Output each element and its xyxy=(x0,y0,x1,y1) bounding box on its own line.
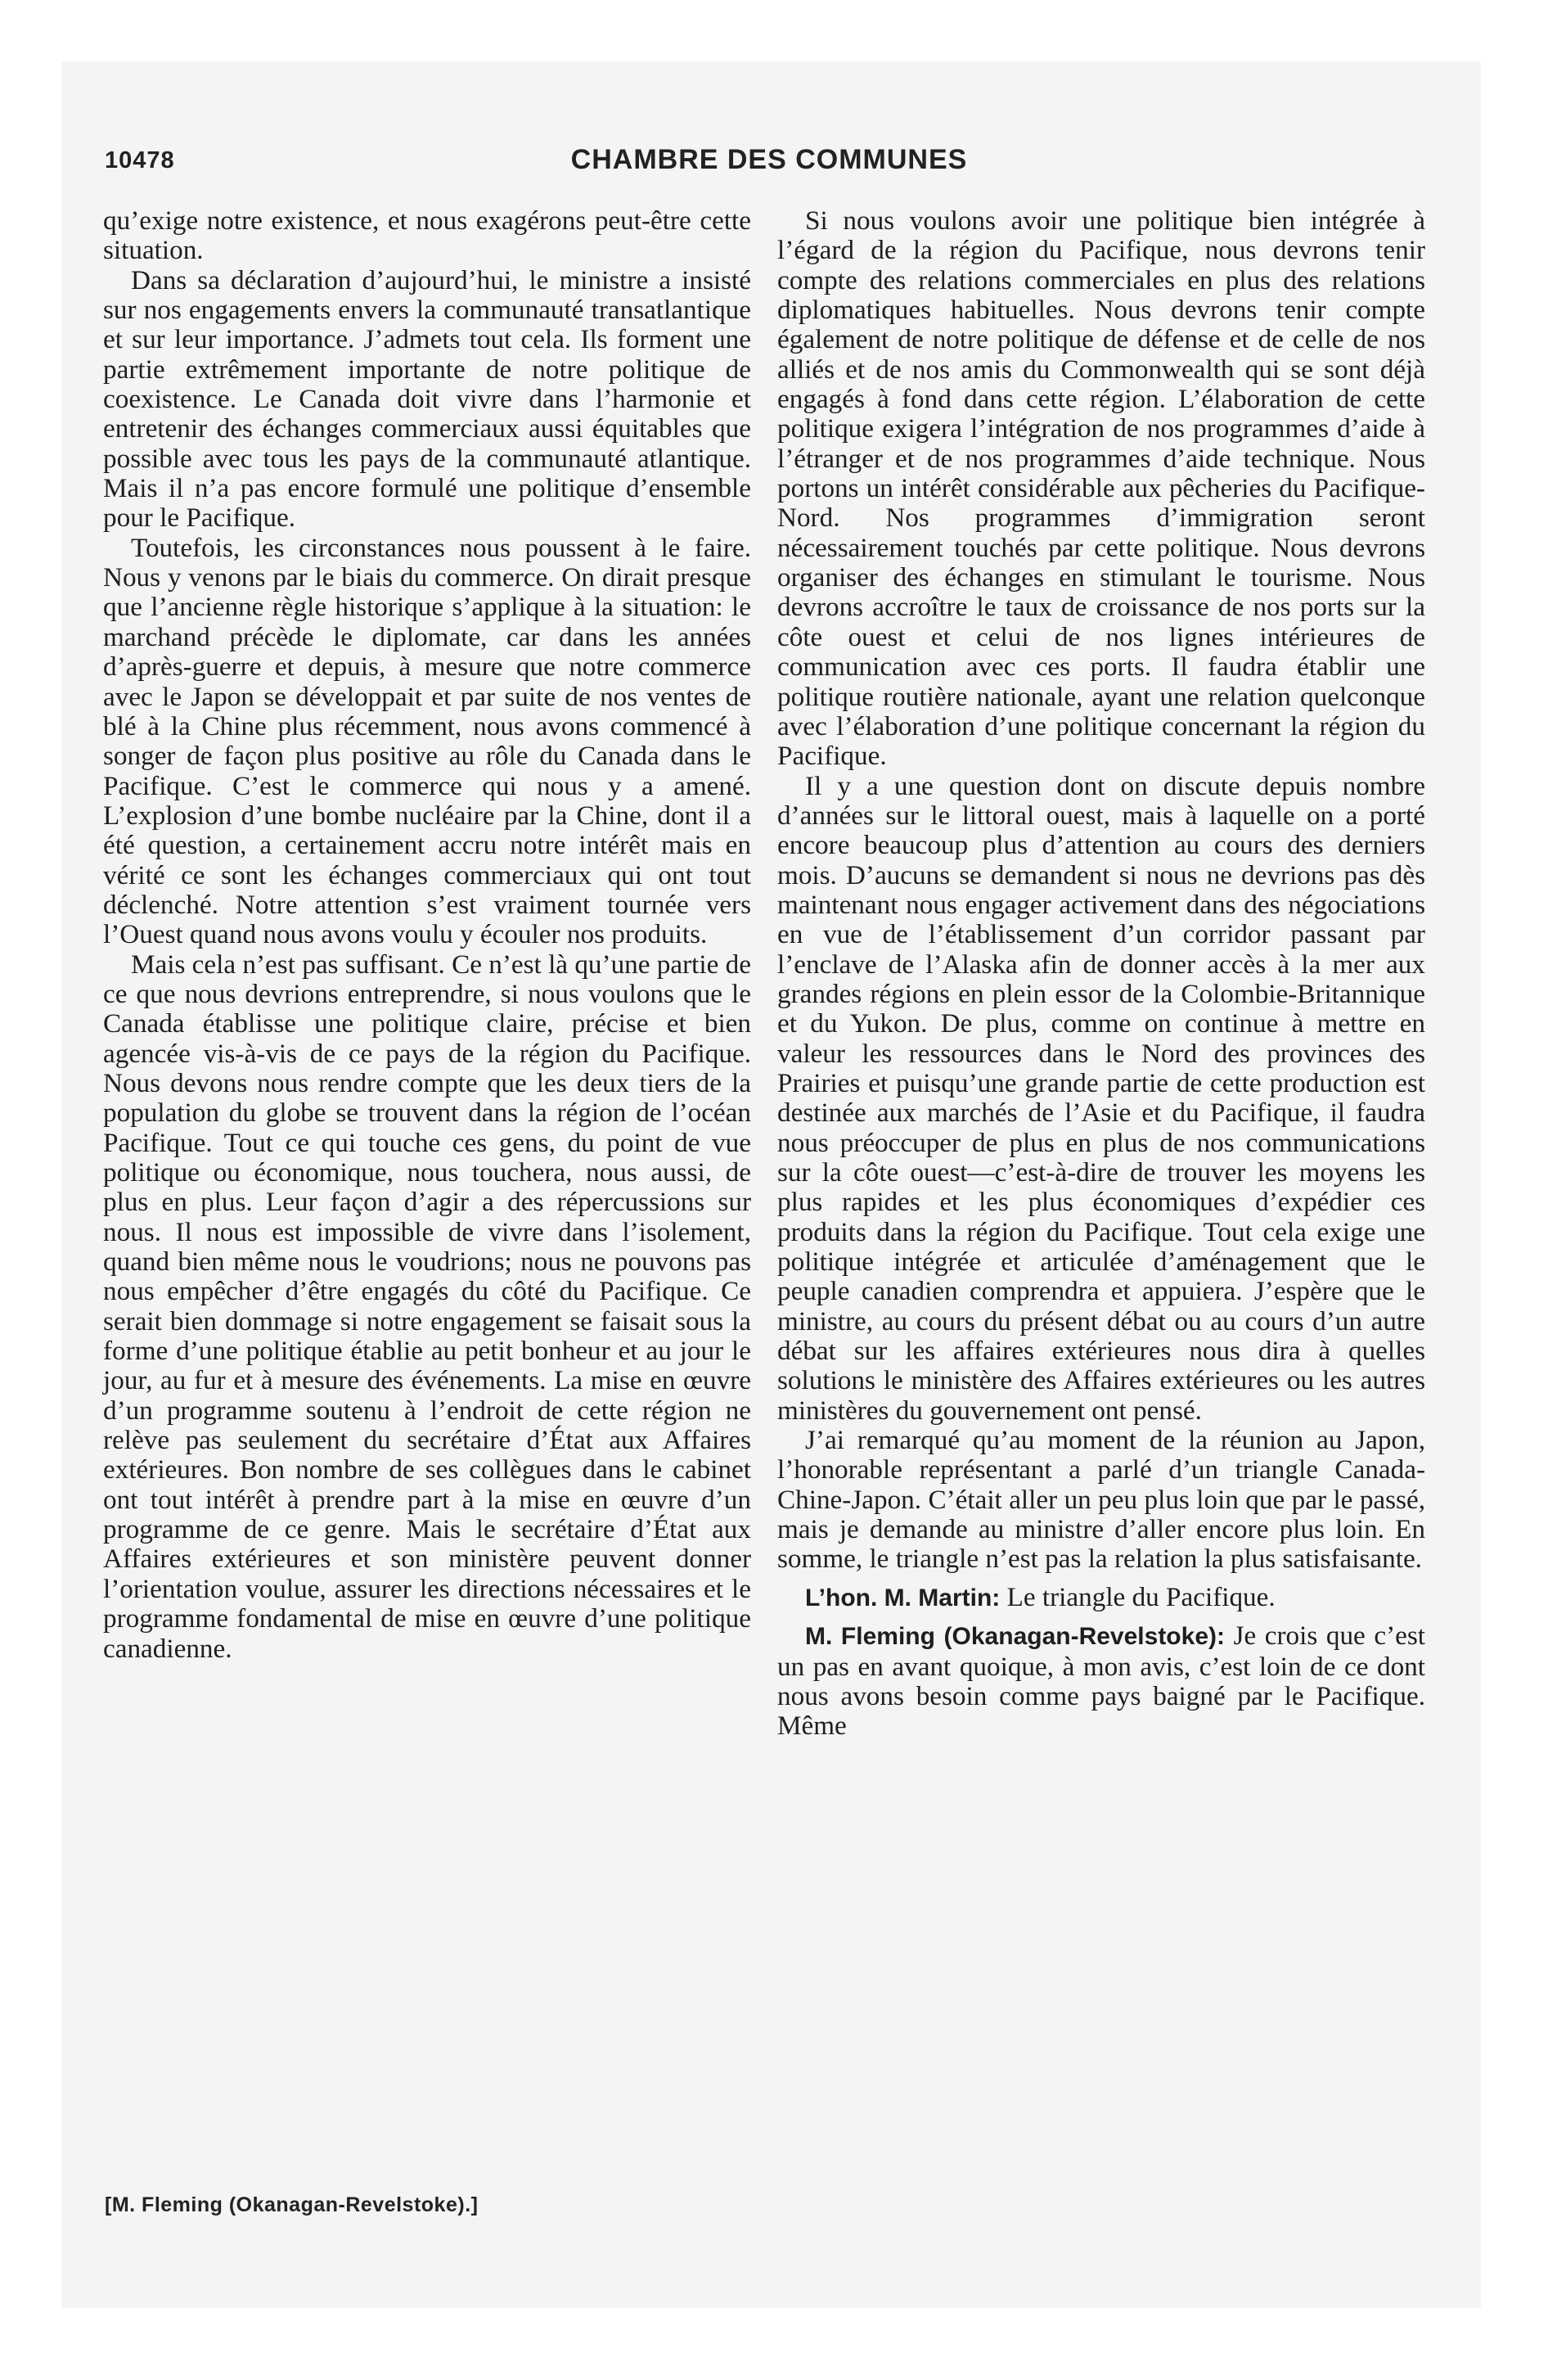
paragraph: Toutefois, les circonstances nous poussent à le faire. Nous y venons par le biais du commerce. On dirait presque que l’ancienne règle historique s’applique à la situation: le marchand précède le diplomate, car dans les années d’après-guerre et depuis, à mesure que notre commerce avec le Japon se développait et par suite de nos ventes de blé à la Chine plus récemment, nous avons commencé à songer de façon plus positive au rôle du Canada dans le Pacifique. C’est le commerce qui nous y a amené. L’explosion d’une bombe nucléaire par la Chine, dont il a été question, a certainement accru notre intérêt mais en vérité ce sont les échanges commerciaux qui ont tout déclenché. Notre attention s’est vraiment tournée vers l’Ouest quand nous avons voulu y écouler nos produits. xyxy=(103,532,751,950)
speech-text: Je crois que c’est un pas en avant quoique, à mon avis, c’est loin de ce dont nous avons besoin comme pays baigné par le Pacifique. Même xyxy=(777,1620,1425,1742)
paragraph: Si nous voulons avoir une politique bien intégrée à l’égard de la région du Pacifique, nous devrons tenir compte des relations commerciales en plus des relations diplomatiques habituelles. Nous devrons tenir compte également de notre politique de défense et de celle de nos alliés et de nos amis du Commonwealth qui se sont déjà engagés à fond dans cette région. L’élaboration de cette politique exigera l’intégration de nos programmes d’aide à l’étranger et de nos programmes d’aide technique. Nous portons un intérêt considérable aux pêcheries du Pacifique-Nord. Nos programmes d’immigration seront nécessairement touchés par cette politique. Nous devrons organiser des échanges en stimulant le tourisme. Nous devrons accroître le taux de croissance de nos ports sur la côte ouest et celui de nos lignes intérieures de communication avec ces ports. Il faudra établir une politique routière nationale, ayant une relation quelconque avec l’élaboration d’une politique concernant la région du Pacifique. xyxy=(777,205,1425,772)
left-column xyxy=(103,206,751,1664)
speaker-name: L’hon. M. Martin: xyxy=(805,1584,1001,1611)
paragraph: Mais cela n’est pas suffisant. Ce n’est là qu’une partie de ce que nous devrions entreprendre, si nous voulons que le Canada établisse une politique claire, précise et bien agencée vis-à-vis de ce pays de la région du Pacifique. Nous devons nous rendre compte que les deux tiers de la population du globe se trouvent dans la région de l’océan Pacifique. Tout ce qui touche ces gens, du point de vue politique ou économique, nous touchera, nous aussi, de plus en plus. Leur façon d’agir a des répercussions sur nous. Il nous est impossible de vivre dans l’isolement, quand bien même nous le voudrions; nous ne pouvons pas nous empêcher d’être engagés du côté du Pacifique. Ce serait bien dommage si notre engagement se faisait sous la forme d’une politique établie au petit bonheur et au jour le jour, au fur et à mesure des événements. La mise en œuvre d’un programme soutenu à l’endroit de cette région ne relève pas seulement du secrétaire d’État aux Affaires extérieures. Bon nombre de ses collègues dans le cabinet ont tout intérêt à prendre part à la mise en œuvre d’un programme de ce genre. Mais le secrétaire d’État aux Affaires extérieures et son ministère peuvent donner l’orientation voulue, assurer les directions nécessaires et le programme fondamental de mise en œuvre d’une politique canadienne. xyxy=(103,949,751,1664)
page-number: 10478 xyxy=(105,147,175,174)
speaker-footnote: [M. Fleming (Okanagan-Revelstoke).] xyxy=(105,2193,479,2216)
paragraph: Il y a une question dont on discute depuis nombre d’années sur le littoral ouest, mais à laquelle on a porté encore beaucoup plus d’attention au cours des derniers mois. D’aucuns se demandent si nous ne devrions pas dès maintenant nous engager activement dans des négociations en vue de l’établissement d’un corridor passant par l’enclave de l’Alaska afin de donner accès à la mer aux grandes régions en plein essor de la Colombie-Britannique et du Yukon. De plus, comme on continue à mettre en valeur les ressources dans le Nord des provinces des Prairies et puisqu’une grande partie de cette production est destinée aux marchés de l’Asie et du Pacifique, il faudra nous préoccuper de plus en plus de nos communications sur la côte ouest—c’est-à-dire de trouver les moyens les plus rapides et les plus économiques d’expédier ces produits dans la région du Pacifique. Tout cela exige une politique intégrée et articulée d’aménagement que le peuple canadien comprendra et appuiera. J’espère que le ministre, au cours du présent débat ou au cours d’un autre débat sur les affaires extérieures nous dira à quelles solutions le ministère des Affaires extérieures ou les autres ministères du gouvernement ont pensé. xyxy=(777,770,1425,1426)
reply xyxy=(777,1621,1425,1741)
interjection xyxy=(777,1583,1425,1613)
speech-text: Le triangle du Pacifique. xyxy=(1000,1581,1276,1612)
right-column xyxy=(777,206,1425,1742)
page-header xyxy=(105,141,1433,182)
paragraph: qu’exige notre existence, et nous exagérons peut-être cette situation. xyxy=(103,205,751,266)
paragraph: J’ai remarqué qu’au moment de la réunion au Japon, l’honorable représentant a parlé d’un triangle Canada-Chine-Japon. C’était aller un peu plus loin que par le passé, mais je demande au ministre d’aller encore plus loin. En somme, le triangle n’est pas la relation la plus satisfaisante. xyxy=(777,1425,1425,1575)
speaker-name: M. Fleming (Okanagan-Revelstoke): xyxy=(805,1623,1225,1651)
paragraph: Dans sa déclaration d’aujourd’hui, le ministre a insisté sur nos engagements envers la communauté transatlantique et sur leur importance. J’admets tout cela. Ils forment une partie extrêmement importante de notre politique de coexistence. Le Canada doit vivre dans l’harmonie et entretenir des échanges commerciaux aussi équitables que possible avec tous les pays de la communauté atlantique. Mais il n’a pas encore formulé une politique d’ensemble pour le Pacifique. xyxy=(103,264,751,534)
running-title: CHAMBRE DES COMMUNES xyxy=(570,144,968,175)
